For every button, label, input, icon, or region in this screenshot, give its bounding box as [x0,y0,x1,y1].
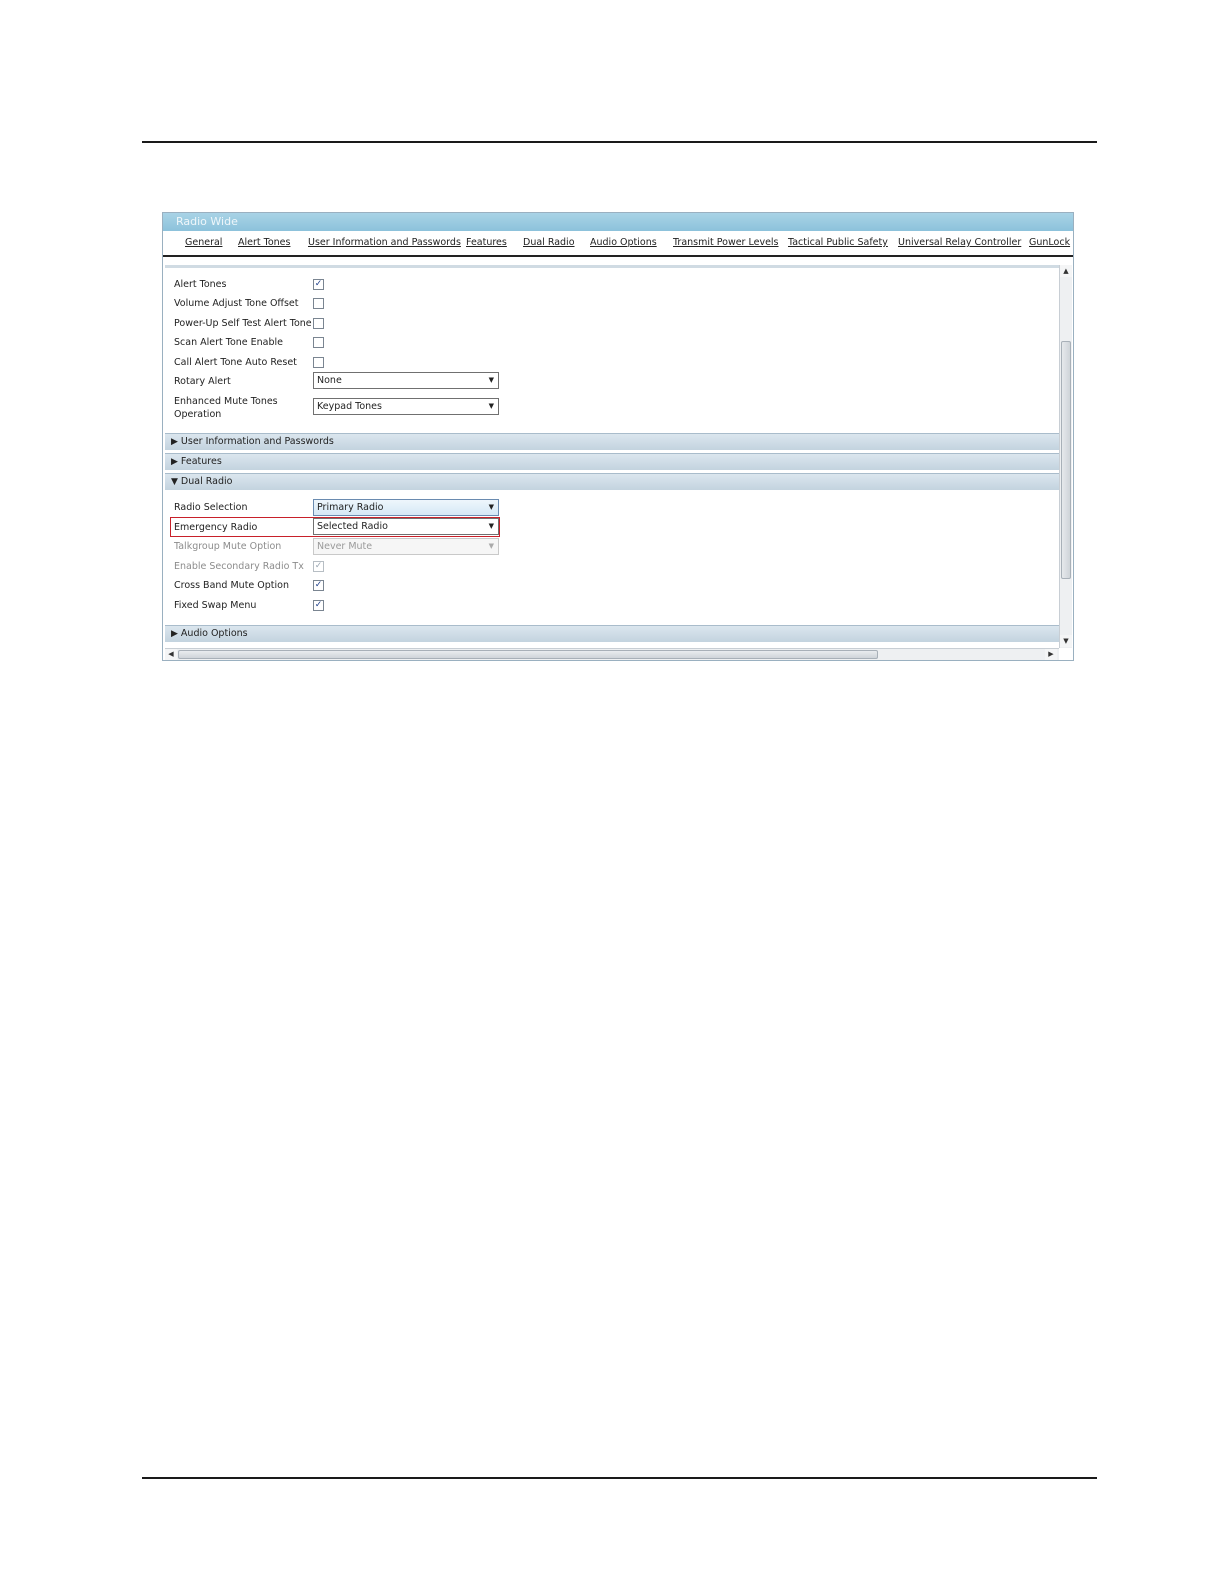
dropdown-arrow-icon: ▼ [488,503,494,511]
scroll-right-icon[interactable]: ▶ [1045,649,1057,660]
page-top-rule [142,141,1097,143]
window-title: Radio Wide [163,213,1073,231]
section-audio-options[interactable] [165,625,1059,642]
rotary-alert-dropdown[interactable] [313,372,499,389]
powerup-self-test-checkbox[interactable] [313,318,324,329]
tab-universal-relay-controller[interactable]: Universal Relay Controller [898,237,1022,248]
enable-secondary-radio-tx-checkbox: ✓ [314,561,323,571]
tab-audio-options[interactable]: Audio Options [590,237,657,248]
talkgroup-mute-option-dropdown [313,538,499,555]
tab-bar [163,231,1073,257]
horizontal-scroll-thumb[interactable] [178,650,878,659]
tab-gunlock[interactable]: GunLock [1029,237,1071,248]
section-features-label: Features [180,456,222,467]
volume-adjust-tone-offset-checkbox[interactable] [313,298,324,309]
tab-transmit-power-levels[interactable]: Transmit Power Levels [673,237,779,248]
talkgroup-mute-option-label: Talkgroup Mute Option [174,541,282,552]
radio-wide-window [162,212,1074,661]
section-dual-radio[interactable] [165,473,1059,490]
scroll-left-icon[interactable]: ◀ [165,649,177,660]
page-bottom-rule [142,1477,1097,1479]
tab-general[interactable]: General [185,237,223,248]
section-audio-options-label: Audio Options [180,628,248,639]
dropdown-arrow-icon: ▼ [488,376,494,384]
scroll-down-icon[interactable]: ▼ [1060,635,1072,647]
call-alert-auto-reset-label: Call Alert Tone Auto Reset [174,357,297,368]
volume-adjust-tone-offset-label: Volume Adjust Tone Offset [174,298,299,309]
fixed-swap-menu-label: Fixed Swap Menu [174,600,257,611]
section-user-information-label: User Information and Passwords [180,436,334,447]
tab-tactical-public-safety[interactable]: Tactical Public Safety [788,237,888,248]
tab-dual-radio[interactable]: Dual Radio [523,237,575,248]
enhanced-mute-tones-value: Keypad Tones [317,401,382,412]
alert-tones-checkbox[interactable]: ✓ [314,279,323,289]
call-alert-auto-reset-checkbox[interactable] [313,357,324,368]
radio-selection-value: Primary Radio [317,502,384,513]
scan-alert-tone-label: Scan Alert Tone Enable [174,337,283,348]
settings-panel [165,265,1059,648]
expand-icon: ▶ [171,629,178,639]
emergency-radio-dropdown[interactable] [313,518,499,535]
tab-features[interactable]: Features [466,237,507,248]
talkgroup-mute-option-value: Never Mute [317,541,373,552]
cross-band-mute-option-checkbox[interactable]: ✓ [314,580,323,590]
collapse-icon: ▼ [171,477,178,487]
scroll-up-icon[interactable]: ▲ [1060,265,1072,277]
enable-secondary-radio-tx-label: Enable Secondary Radio Tx [174,561,304,572]
dropdown-arrow-icon: ▼ [488,402,494,410]
vertical-scroll-thumb[interactable] [1061,341,1071,579]
expand-icon: ▶ [171,437,178,447]
tab-user-information[interactable]: User Information and Passwords [308,237,461,248]
section-user-information[interactable] [165,433,1059,450]
dropdown-arrow-icon: ▼ [488,522,494,530]
dropdown-arrow-icon: ▼ [488,542,494,550]
rotary-alert-label: Rotary Alert [174,376,231,387]
scan-alert-tone-checkbox[interactable] [313,337,324,348]
section-dual-radio-label: Dual Radio [180,476,233,487]
section-features[interactable] [165,453,1059,470]
enhanced-mute-tones-label [174,395,278,421]
rotary-alert-value: None [317,375,342,386]
alert-tones-label: Alert Tones [174,279,227,290]
emergency-radio-label: Emergency Radio [174,522,258,533]
tab-alert-tones[interactable]: Alert Tones [238,237,291,248]
expand-icon: ▶ [171,457,178,467]
radio-selection-label: Radio Selection [174,502,248,513]
fixed-swap-menu-checkbox[interactable]: ✓ [314,600,323,610]
emergency-radio-value: Selected Radio [317,521,388,532]
horizontal-scrollbar[interactable] [165,648,1059,660]
enhanced-mute-tones-dropdown[interactable] [313,398,499,415]
enhanced-mute-tones-label-line2: Operation [174,409,222,420]
cross-band-mute-option-label: Cross Band Mute Option [174,580,289,591]
vertical-scrollbar[interactable] [1059,265,1072,648]
powerup-self-test-label: Power-Up Self Test Alert Tone [174,318,312,329]
enhanced-mute-tones-label-line1: Enhanced Mute Tones [174,396,278,407]
radio-selection-dropdown[interactable] [313,499,499,516]
